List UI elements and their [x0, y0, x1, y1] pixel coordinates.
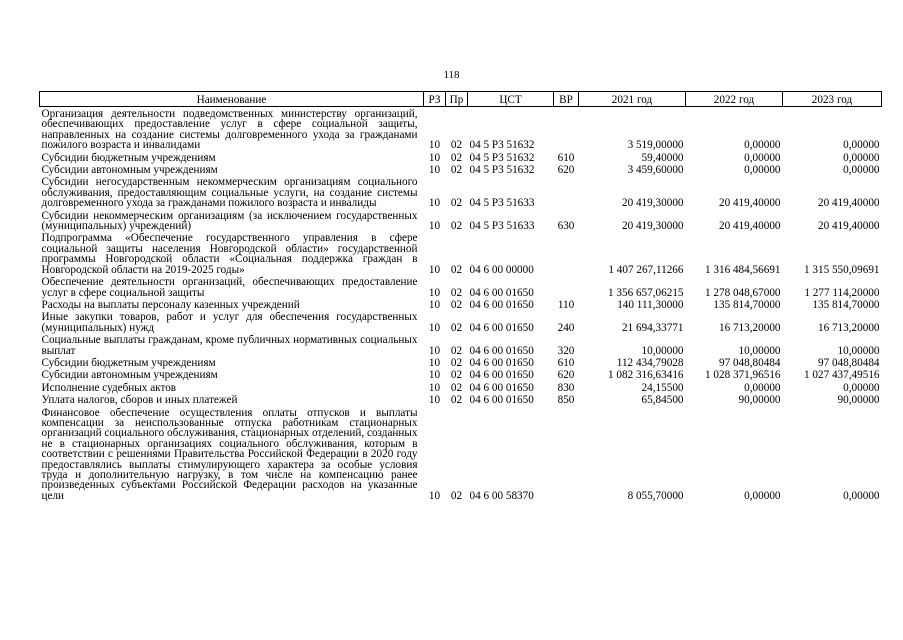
row-2023: 0,00000	[843, 381, 880, 394]
row-vr	[554, 406, 579, 502]
table-row	[40, 393, 882, 405]
row-vr	[554, 231, 579, 275]
row-name: Финансовое обеспечение осуществления оплаты отпусков и выплаты компенсации за неиспользованные отпуска работникам стационарных организаций социального обслуживания, стационарных отделений, созданных не в стационарных организациях социального обслуживания, которым в соответствии с решениями Правительства Российской Федерации в 2020 году предоставлялись выплаты стимулирующего характера за особые условия труда и дополнительную нагрузку, в том числе на компенсацию ранее произведенных субъектами Российской Федерации расходов на указанные цели	[41, 406, 418, 502]
row-2021: 21 694,33771	[621, 321, 684, 334]
row-2022: 0,00000	[744, 164, 781, 177]
row-vr: 610	[557, 356, 575, 369]
row-vr: 110	[557, 298, 575, 311]
row-name: Подпрограмма «Обеспечение государственного управления в сфере социальной защиты населения Новгородской области» государственной программы Новгородской области «Социальная поддержка граждан в Новгородской области на 2019-2025 годы»	[41, 232, 418, 276]
row-pr: 02	[450, 489, 463, 502]
row-2022: 20 419,40000	[718, 197, 781, 210]
row-pr: 02	[450, 139, 463, 152]
page-number: 118	[443, 69, 460, 81]
row-2022: 16 713,20000	[718, 321, 781, 334]
row-rz: 10	[428, 197, 441, 210]
row-2023: 10,00000	[837, 344, 880, 357]
row-2021: 59,40000	[641, 151, 684, 164]
header-cst: ЦСТ	[468, 92, 554, 107]
row-cst: 04 5 Р3 51633	[469, 220, 535, 233]
row-2022: 0,00000	[744, 139, 781, 152]
row-cst: 04 6 00 01650	[469, 356, 534, 369]
row-name: Субсидии автономным учреждениям	[41, 164, 218, 177]
table-header-row	[40, 92, 882, 107]
row-pr: 02	[450, 286, 463, 299]
table-row	[40, 231, 882, 275]
row-pr: 02	[450, 220, 463, 233]
row-cst: 04 5 Р3 51632	[469, 139, 535, 152]
row-2021: 8 055,70000	[627, 489, 684, 502]
row-vr: 830	[557, 381, 575, 394]
table-row	[40, 151, 882, 163]
row-name: Субсидии некоммерческим организациям (за исключением государственных (муниципальных) учреждений)	[41, 209, 418, 233]
row-vr: 850	[557, 394, 575, 407]
header-2021: 2021 год	[579, 92, 686, 107]
row-2022: 0,00000	[744, 151, 781, 164]
row-vr	[554, 275, 579, 298]
row-2023: 0,00000	[843, 164, 880, 177]
row-2023: 0,00000	[843, 139, 880, 152]
row-pr: 02	[450, 381, 463, 394]
row-pr: 02	[450, 369, 463, 382]
row-name: Организация деятельности подведомственных министерству организаций, обеспечивающих предоставление услуг в сфере социальной защиты, направленных на создание системы долговременного ухода за гражданами пожилого возраста и инвалидами	[41, 108, 418, 152]
row-name: Иные закупки товаров, работ и услуг для обеспечения государственных (муниципальных) нужд	[41, 311, 418, 334]
row-rz: 10	[428, 394, 441, 407]
row-2023: 1 277 114,20000	[804, 286, 880, 299]
row-2022: 97 048,80484	[718, 356, 781, 369]
row-2023: 0,00000	[843, 489, 880, 502]
row-name: Социальные выплаты гражданам, кроме публичных нормативных социальных выплат	[41, 334, 418, 357]
row-vr: 630	[557, 220, 575, 233]
row-2023: 1 315 550,09691	[803, 263, 880, 276]
row-name: Уплата налогов, сборов и иных платежей	[41, 394, 238, 407]
row-rz: 10	[428, 298, 441, 311]
row-rz: 10	[428, 220, 441, 233]
row-2023: 20 419,40000	[817, 220, 880, 233]
table-row	[40, 175, 882, 208]
row-2022: 1 316 484,56691	[704, 263, 781, 276]
row-pr: 02	[450, 263, 463, 276]
row-rz: 10	[428, 344, 441, 357]
row-rz: 10	[428, 164, 441, 177]
table-row	[40, 107, 882, 151]
row-2021: 20 419,30000	[621, 220, 684, 233]
table-row	[40, 310, 882, 333]
row-vr: 610	[557, 151, 575, 164]
row-2022: 0,00000	[744, 489, 781, 502]
row-name: Обеспечение деятельности организаций, обеспечивающих предоставление услуг в сфере социальной защиты	[41, 276, 418, 299]
row-cst: 04 6 00 01650	[469, 286, 534, 299]
row-cst: 04 5 Р3 51632	[469, 164, 535, 177]
table-row	[40, 333, 882, 356]
row-cst: 04 6 00 58370	[469, 489, 534, 502]
row-2021: 3 459,60000	[627, 164, 684, 177]
row-cst: 04 6 00 00000	[469, 263, 534, 276]
table-row	[40, 209, 882, 232]
row-2022: 0,00000	[744, 381, 781, 394]
table-row	[40, 368, 882, 380]
row-rz: 10	[428, 263, 441, 276]
row-name: Субсидии автономным учреждениям	[41, 369, 218, 382]
row-cst: 04 6 00 01650	[469, 344, 534, 357]
row-2022: 1 278 048,67000	[704, 286, 781, 299]
row-2022: 1 028 371,96516	[704, 369, 781, 382]
header-2023: 2023 год	[783, 92, 882, 107]
row-pr: 02	[450, 298, 463, 311]
header-pr: Пр	[446, 92, 468, 107]
row-pr: 02	[450, 356, 463, 369]
row-cst: 04 5 Р3 51633	[469, 197, 535, 210]
row-cst: 04 5 Р3 51632	[469, 151, 535, 164]
row-name: Расходы на выплаты персоналу казенных учреждений	[41, 298, 300, 311]
row-cst: 04 6 00 01650	[469, 298, 534, 311]
row-2022: 135 814,70000	[713, 298, 781, 311]
row-2023: 1 027 437,49516	[803, 369, 880, 382]
row-2023: 16 713,20000	[817, 321, 880, 334]
row-2021: 65,84500	[641, 394, 684, 407]
row-2021: 1 407 267,11266	[608, 263, 684, 276]
row-cst: 04 6 00 01650	[469, 381, 534, 394]
row-name: Исполнение судебных актов	[41, 381, 177, 394]
table-body	[40, 107, 882, 502]
table-row	[40, 406, 882, 502]
row-2021: 1 356 657,06215	[607, 286, 684, 299]
row-rz: 10	[428, 286, 441, 299]
row-2023: 97 048,80484	[817, 356, 880, 369]
table-row	[40, 356, 882, 368]
row-2023: 135 814,70000	[812, 298, 880, 311]
row-2023: 20 419,40000	[817, 197, 880, 210]
row-2022: 90,00000	[738, 394, 781, 407]
row-2021: 112 434,79028	[616, 356, 684, 369]
row-2023: 90,00000	[837, 394, 880, 407]
row-pr: 02	[450, 321, 463, 334]
row-rz: 10	[428, 369, 441, 382]
row-2021: 140 111,30000	[617, 298, 684, 311]
header-name: Наименование	[40, 92, 424, 107]
table-row	[40, 381, 882, 393]
row-name: Субсидии бюджетным учреждениям	[41, 151, 216, 164]
row-cst: 04 6 00 01650	[469, 369, 534, 382]
header-rz: РЗ	[424, 92, 446, 107]
row-name: Субсидии негосударственным некоммерческим организациям социального обслуживания, предоставляющим социальные услуги, на создание системы долговременного ухода за гражданами пожилого возраста и инвалиды	[41, 176, 418, 210]
row-2021: 10,00000	[641, 344, 684, 357]
row-vr: 320	[557, 344, 575, 357]
row-rz: 10	[428, 139, 441, 152]
table-row	[40, 163, 882, 175]
row-cst: 04 6 00 01650	[469, 321, 534, 334]
row-rz: 10	[428, 381, 441, 394]
row-vr: 620	[557, 369, 575, 382]
header-2022: 2022 год	[686, 92, 783, 107]
table-row	[40, 298, 882, 310]
row-vr: 240	[557, 321, 575, 334]
row-pr: 02	[450, 394, 463, 407]
row-2022: 20 419,40000	[718, 220, 781, 233]
row-2021: 1 082 316,63416	[607, 369, 684, 382]
budget-table	[39, 91, 882, 501]
row-2021: 3 519,00000	[627, 139, 684, 152]
row-2023: 0,00000	[843, 151, 880, 164]
row-pr: 02	[450, 164, 463, 177]
row-name: Субсидии бюджетным учреждениям	[41, 356, 216, 369]
row-rz: 10	[428, 489, 441, 502]
row-rz: 10	[428, 151, 441, 164]
row-rz: 10	[428, 321, 441, 334]
row-vr	[554, 175, 579, 208]
row-2022: 10,00000	[738, 344, 781, 357]
row-pr: 02	[450, 151, 463, 164]
row-2021: 20 419,30000	[621, 197, 684, 210]
row-rz: 10	[428, 356, 441, 369]
row-vr	[554, 107, 579, 151]
row-pr: 02	[450, 197, 463, 210]
row-vr: 620	[557, 164, 575, 177]
row-2021: 24,15500	[641, 381, 684, 394]
table-row	[40, 275, 882, 298]
row-pr: 02	[450, 344, 463, 357]
header-vr: ВР	[554, 92, 579, 107]
row-cst: 04 6 00 01650	[469, 394, 534, 407]
